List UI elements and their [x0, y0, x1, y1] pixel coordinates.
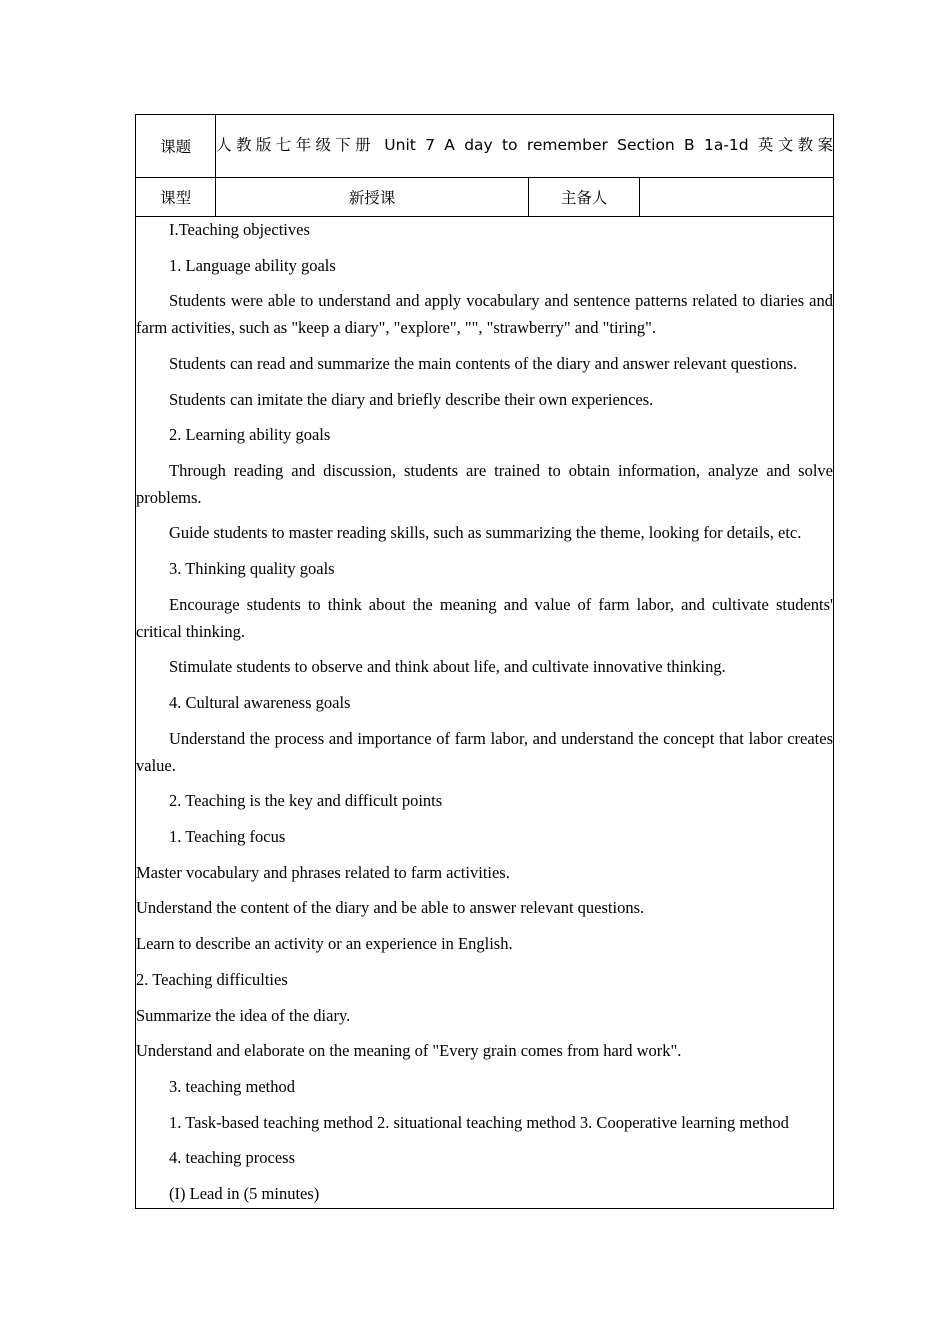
paragraph: Through reading and discussion, students are trained to obtain information, analyze and solve problems. [136, 461, 833, 507]
subject-value-cell [216, 115, 834, 178]
paragraph: Stimulate students to observe and think about life, and cultivate innovative thinking. [169, 657, 726, 677]
paragraph: 2. Teaching is the key and difficult points [169, 791, 443, 811]
subject-label: 课题 [160, 138, 192, 156]
paragraph: Understand the process and importance of farm labor, and understand the concept that labor creates value. [136, 728, 833, 775]
type-label-cell [136, 178, 216, 217]
lesson-plan-table [135, 114, 834, 1209]
paragraph: 2. Teaching difficulties [136, 969, 288, 989]
paragraph: 1. Teaching focus [169, 826, 286, 846]
paragraph: 3. teaching method [169, 1076, 296, 1096]
paragraph: Students can imitate the diary and briefly describe their own experiences. [169, 389, 654, 409]
paragraph: Master vocabulary and phrases related to farm activities. [136, 862, 510, 882]
paragraph: Guide students to master reading skills, such as summarizing the theme, looking for details, etc. [169, 523, 802, 543]
paragraph: Students can read and summarize the main contents of the diary and answer relevant questions. [169, 353, 798, 373]
paragraph: Learn to describe an activity or an experience in English. [136, 934, 513, 954]
paragraph: Summarize the idea of the diary. [136, 1005, 351, 1025]
lesson-content-cell [136, 217, 834, 1209]
type-value: 新授课 [348, 189, 396, 207]
paragraph: 4. teaching process [169, 1148, 295, 1168]
lesson-content [136, 217, 833, 1208]
paragraph: 1. Task-based teaching method 2. situational teaching method 3. Cooperative learning method [169, 1112, 789, 1132]
subject-label-cell [136, 115, 216, 178]
table-row-subject [136, 115, 834, 178]
type-value-cell [216, 178, 529, 217]
paragraph: 2. Learning ability goals [169, 425, 331, 445]
paragraph: Understand and elaborate on the meaning of "Every grain comes from hard work". [136, 1041, 682, 1061]
paragraph: 4. Cultural awareness goals [169, 693, 351, 713]
owner-label: 主备人 [560, 189, 608, 207]
subject-value: 人教版七年级下册 Unit 7 A day to remember Section B 1a-1d 英文教案 [216, 136, 833, 155]
paragraph: 1. Language ability goals [169, 255, 336, 275]
paragraph: Students were able to understand and apply vocabulary and sentence patterns related to diaries and farm activities, such as "keep a diary", "explore", "", "strawberry" and "tiring". [136, 291, 833, 338]
table-row-type [136, 178, 834, 217]
owner-value-cell [640, 178, 834, 217]
paragraph: (I) Lead in (5 minutes) [169, 1184, 320, 1204]
paragraph: Encourage students to think about the meaning and value of farm labor, and cultivate students' critical thinking. [136, 594, 833, 641]
paragraph: Understand the content of the diary and be able to answer relevant questions. [136, 898, 645, 918]
owner-label-cell [528, 178, 639, 217]
table-row-content [136, 217, 834, 1209]
paragraph: I.Teaching objectives [169, 220, 310, 239]
paragraph: 3. Thinking quality goals [169, 559, 335, 579]
type-label: 课型 [160, 189, 192, 207]
